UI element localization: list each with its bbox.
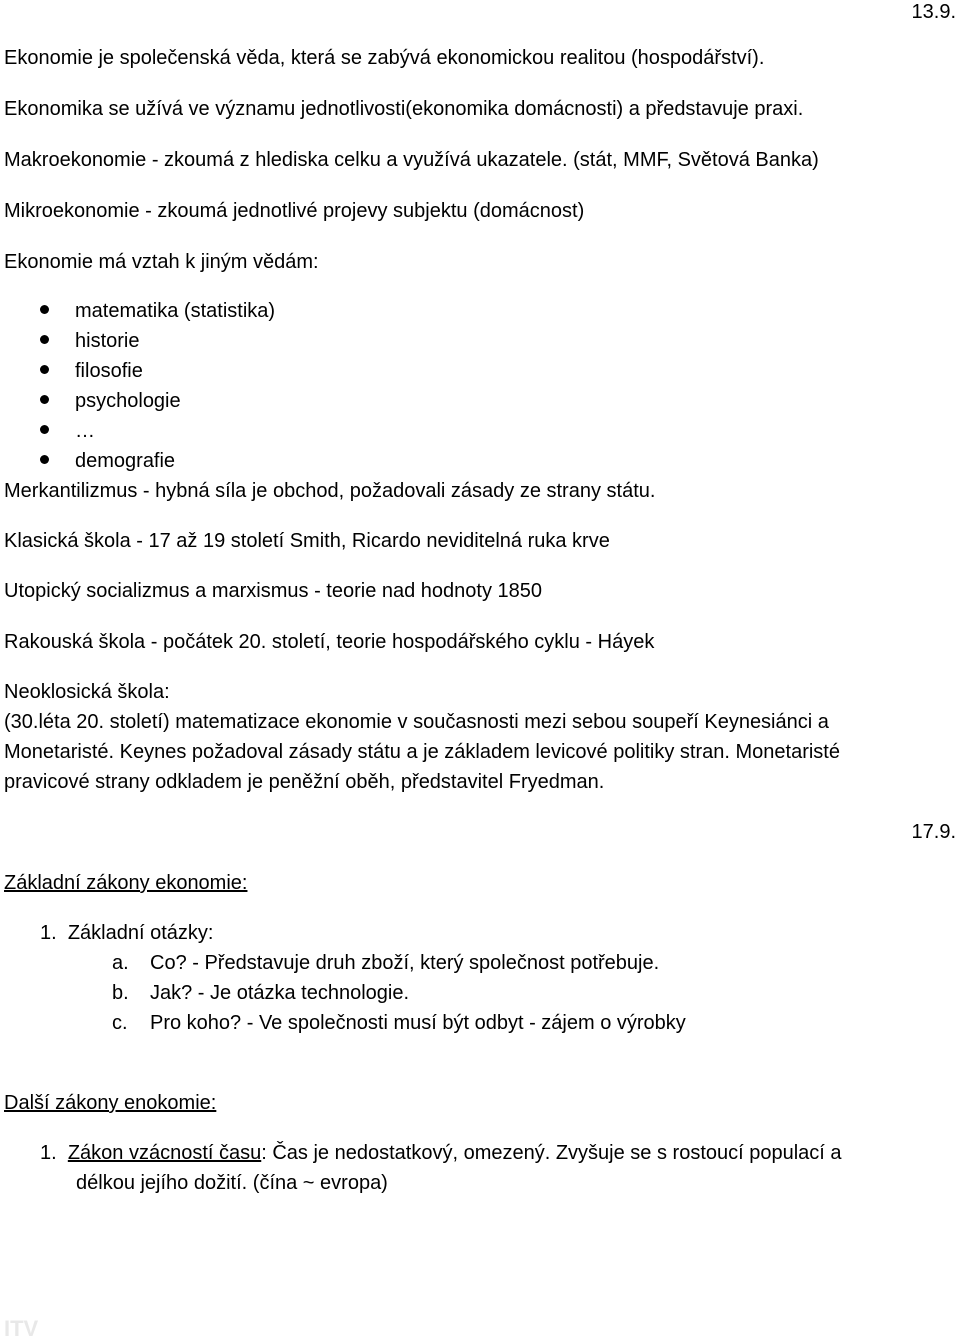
- paragraph: Monetaristé. Keynes požadoval zásady státu a je základem levicové politiky stran. Monetaristé: [4, 741, 840, 763]
- paragraph: Ekonomie má vztah k jiným vědám:: [4, 251, 319, 273]
- list-item: …: [40, 419, 95, 443]
- date-label: 13.9.: [911, 1, 956, 23]
- section-heading: Základní zákony ekonomie:: [4, 872, 248, 894]
- list-item: historie: [40, 329, 139, 353]
- paragraph: Makroekonomie - zkoumá z hlediska celku a využívá ukazatele. (stát, MMF, Světová Banka): [4, 149, 819, 171]
- list-item: 1. Zákon vzácností času: Čas je nedostatkový, omezený. Zvyšuje se s rostoucí populací a: [40, 1142, 842, 1164]
- list-item: 1. Základní otázky:: [40, 922, 214, 944]
- watermark-logo: ITV: [4, 1316, 39, 1341]
- list-item: filosofie: [40, 359, 143, 383]
- paragraph: Neoklosická škola:: [4, 681, 170, 703]
- paragraph: Klasická škola - 17 až 19 století Smith, Ricardo neviditelná ruka krve: [4, 530, 610, 552]
- sub-item: b. Jak? - Je otázka technologie.: [112, 982, 410, 1004]
- bullet-icon: [40, 365, 49, 374]
- bullet-icon: [40, 335, 49, 344]
- paragraph: pravicové strany odkladem je peněžní oběh, představitel Fryedman.: [4, 771, 605, 793]
- paragraph: Ekonomie je společenská věda, která se zabývá ekonomickou realitou (hospodářství).: [4, 47, 765, 69]
- paragraph: Merkantilizmus - hybná síla je obchod, požadovali zásady ze strany státu.: [4, 480, 656, 502]
- paragraph: (30.léta 20. století) matematizace ekonomie v současnosti mezi sebou soupeří Keynesiánci a: [4, 711, 829, 733]
- paragraph: Utopický socializmus a marxismus - teorie nad hodnoty 1850: [4, 580, 543, 602]
- bullet-icon: [40, 455, 49, 464]
- list-item-continuation: délkou jejího dožití. (čína ~ evropa): [76, 1172, 388, 1194]
- list-item: psychologie: [40, 389, 181, 413]
- section-heading: Další zákony enokomie:: [4, 1092, 217, 1114]
- sub-item: a. Co? - Představuje druh zboží, který společnost potřebuje.: [112, 952, 660, 974]
- bullet-icon: [40, 305, 49, 314]
- sub-item: c. Pro koho? - Ve společnosti musí být odbyt - zájem o výrobky: [112, 1012, 686, 1034]
- paragraph: Ekonomika se užívá ve významu jednotlivosti(ekonomika domácnosti) a představuje praxi.: [4, 98, 804, 120]
- bullet-icon: [40, 425, 49, 434]
- list-item: demografie: [40, 449, 175, 473]
- bullet-icon: [40, 395, 49, 404]
- list-item: matematika (statistika): [40, 299, 275, 323]
- paragraph: Mikroekonomie - zkoumá jednotlivé projevy subjektu (domácnost): [4, 200, 585, 222]
- paragraph: Rakouská škola - počátek 20. století, teorie hospodářského cyklu - Háyek: [4, 631, 655, 653]
- date-label: 17.9.: [911, 821, 956, 843]
